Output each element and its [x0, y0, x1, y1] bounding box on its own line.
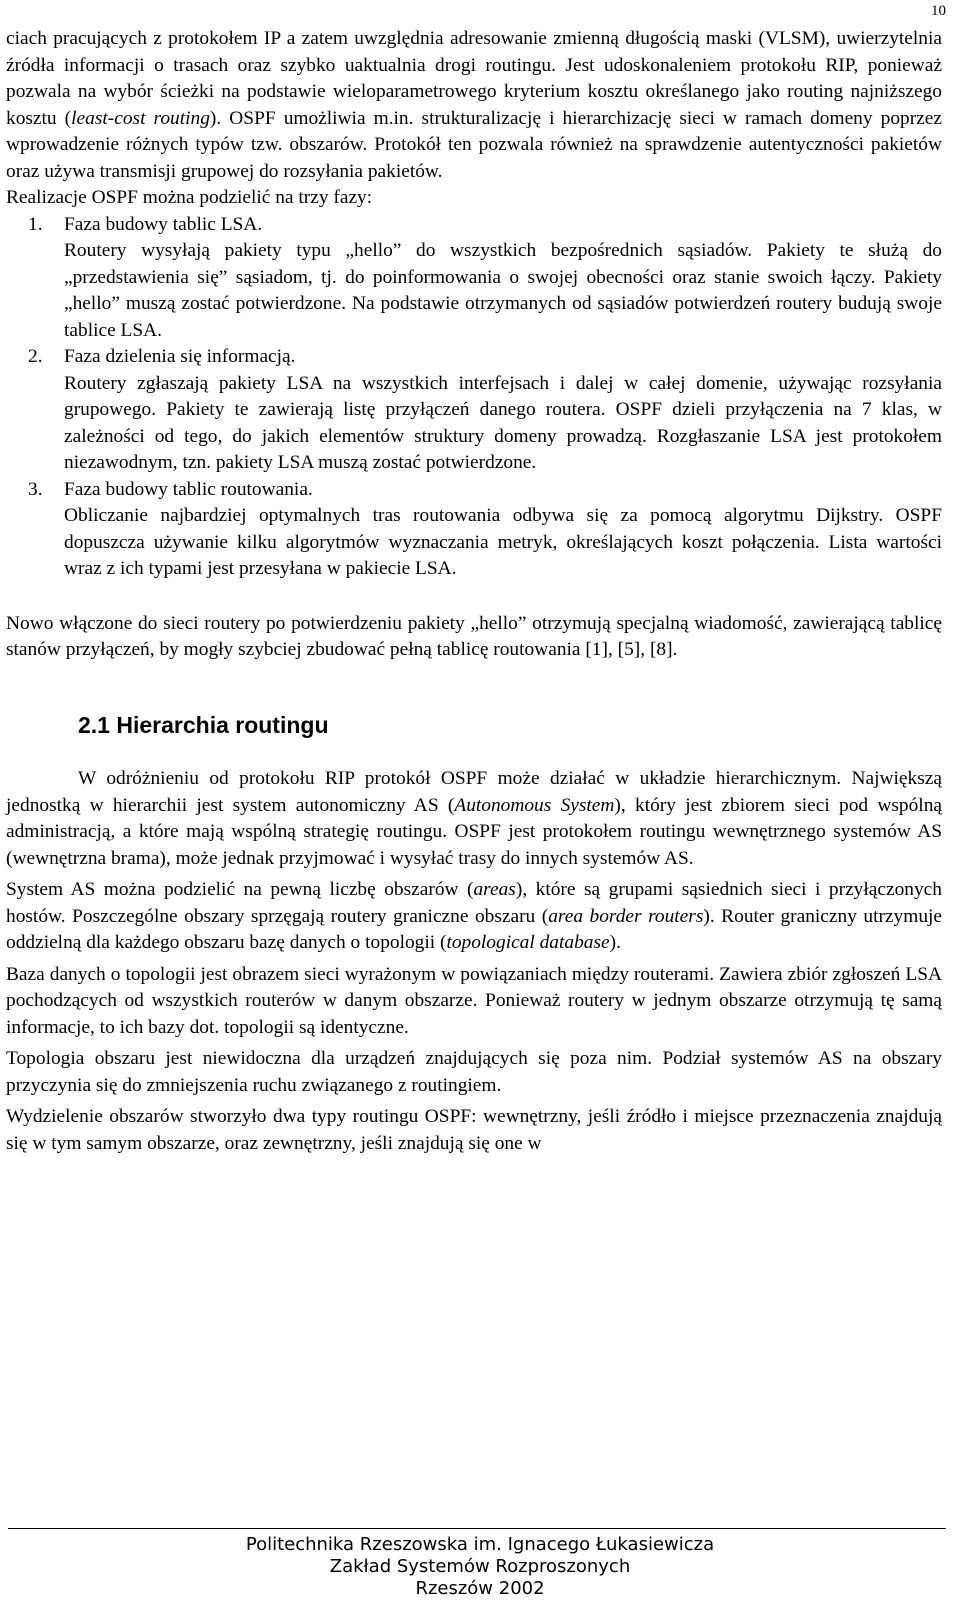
- phase-description: Routery zgłaszają pakiety LSA na wszystkich interfejsach i dalej w całej domenie, używając rozsyłania grupowego. Pakiety te zawierają listę przyłączeń danego routera. OSPF dzieli przyłączenia na 7 klas, w zależności od tego, do jakich elementów struktury domeny prowadzą. Rozgłaszanie LSA jest protokołem niezawodnym, tzn. pakiety LSA muszą zostać potwierdzone.: [64, 372, 942, 473]
- page-number: 10: [931, 3, 946, 19]
- phase-number: 1.: [28, 213, 43, 235]
- intro-paragraph: [6, 26, 942, 185]
- footer-place-year: Rzeszów 2002: [415, 1578, 545, 1599]
- italic-term: areas: [473, 879, 516, 900]
- phase-description: Obliczanie najbardziej optymalnych tras routowania odbywa się za pomocą algorytmu Dijkstry. OSPF dopuszcza używanie kilku algorytmów wyznaczania metryk, określających koszt połączenia. Lista wartości wraz z ich typami jest przesyłana w pakiecie LSA.: [64, 505, 942, 579]
- text-run: System AS można podzielić na pewną liczbę obszarów (: [6, 879, 474, 900]
- phases-lead: Realizacje OSPF można podzielić na trzy fazy:: [6, 187, 373, 208]
- italic-term: area border routers: [548, 905, 704, 927]
- phase-title: Faza budowy tablic routowania.: [64, 478, 313, 500]
- phase-title: Faza budowy tablic LSA.: [64, 213, 263, 235]
- text-run: ).: [609, 932, 621, 953]
- section-paragraph: Wydzielenie obszarów stworzyło dwa typy routingu OSPF: wewnętrzny, jeśli źródło i miejsce przeznaczenia znajdują się w tym samym obszarze, oraz zewnętrzny, jeśli znajdują się one w: [6, 1106, 942, 1154]
- footer-university: Politechnika Rzeszowska im. Ignacego Łukasiewicza: [245, 1534, 715, 1555]
- intro-text: ciach pracujących z protokołem IP a zatem uwzględnia adresowanie zmienną długością maski (VLSM), uwierzytelnia źródła informacji o trasach oraz szybko uaktualnia drogi routingu. Jest udoskonaleniem protokołu RIP, ponieważ pozwala na wybór ścieżki na podstawie wieloparametrowego kryterium kosztu określanego jako routing najniższego kosztu (: [6, 28, 942, 129]
- page-footer: [0, 1534, 960, 1600]
- document-body: [6, 26, 942, 1162]
- after-phases-paragraph: Nowo włączone do sieci routery po potwierdzeniu pakiety „hello” otrzymują specjalną wiadomość, zawierającą tablicę stanów przyłączeń, by mogły szybciej zbudować pełną tablicę routowania [1], [5], [8].: [6, 612, 942, 660]
- phase-item: [6, 477, 942, 583]
- section-paragraph: [6, 877, 942, 957]
- intro-text-end: ). OSPF umożliwia m.in. strukturalizację i hierarchizację sieci w ramach domeny poprzez wprowadzenie różnych typów tzw. obszarów. Protokół ten pozwala również na sprawdzenie autentyczności pakietów oraz używa transmisji grupowej do rozsyłania pakietów.: [6, 107, 942, 182]
- italic-term: topological database: [446, 932, 610, 953]
- text-run: ), który jest zbiorem sieci pod wspólną administracją, a które mają wspólną strategię routingu. OSPF jest protokołem routingu wewnętrznego systemów AS (wewnętrzna brama), może jednak przyjmować i wysyłać trasy do innych systemów AS.: [6, 794, 943, 869]
- footer-divider: [8, 1528, 946, 1529]
- intro-italic-term: least-cost routing: [71, 107, 210, 129]
- phase-number: 2.: [28, 346, 43, 367]
- phase-description: Routery wysyłają pakiety typu „hello” do wszystkich bezpośrednich sąsiadów. Pakiety te służą do „przedstawienia się” sąsiadom, tj. do poinformowania o swojej obecności oraz stanie swoich łączy. Pakiety „hello” muszą zostać potwierdzone. Na podstawie otrzymanych od sąsiadów potwierdzeń routery budują swoje tablice LSA.: [64, 240, 942, 341]
- text-run: W odróżnieniu od protokołu RIP protokół OSPF może działać w układzie hierarchicznym. Największą jednostką w hierarchii jest system autonomiczny AS (: [6, 768, 942, 816]
- text-run: ). Router graniczny utrzymuje oddzielną dla każdego obszaru bazę danych o topologii (: [6, 905, 943, 953]
- footer-department: Zakład Systemów Rozproszonych: [329, 1556, 631, 1577]
- phase-number: 3.: [28, 478, 43, 500]
- italic-term: Autonomous System: [454, 794, 615, 816]
- text-run: ), które są grupami sąsiednich sieci i przyłączonych hostów. Poszczególne obszary sprzęgają routery graniczne obszaru (: [6, 879, 942, 927]
- section-paragraph: Topologia obszaru jest niewidoczna dla urządzeń znajdujących się poza nim. Podział systemów AS na obszary przyczynia się do zmniejszenia ruchu związanego z routingiem.: [6, 1048, 942, 1096]
- section-paragraph: Baza danych o topologii jest obrazem sieci wyrażonym w powiązaniach między routerami. Zawiera zbiór zgłoszeń LSA pochodzących od wszystkich routerów w danym obszarze. Ponieważ routery w jednym obszarze otrzymują tę samą informacje, to ich bazy dot. topologii są identyczne.: [6, 963, 942, 1038]
- phase-title: Faza dzielenia się informacją.: [64, 346, 296, 367]
- section-heading: 2.1 Hierarchia routingu: [78, 711, 329, 738]
- section-paragraph: [6, 766, 942, 872]
- phase-item: [6, 212, 942, 345]
- phase-item: [6, 344, 942, 477]
